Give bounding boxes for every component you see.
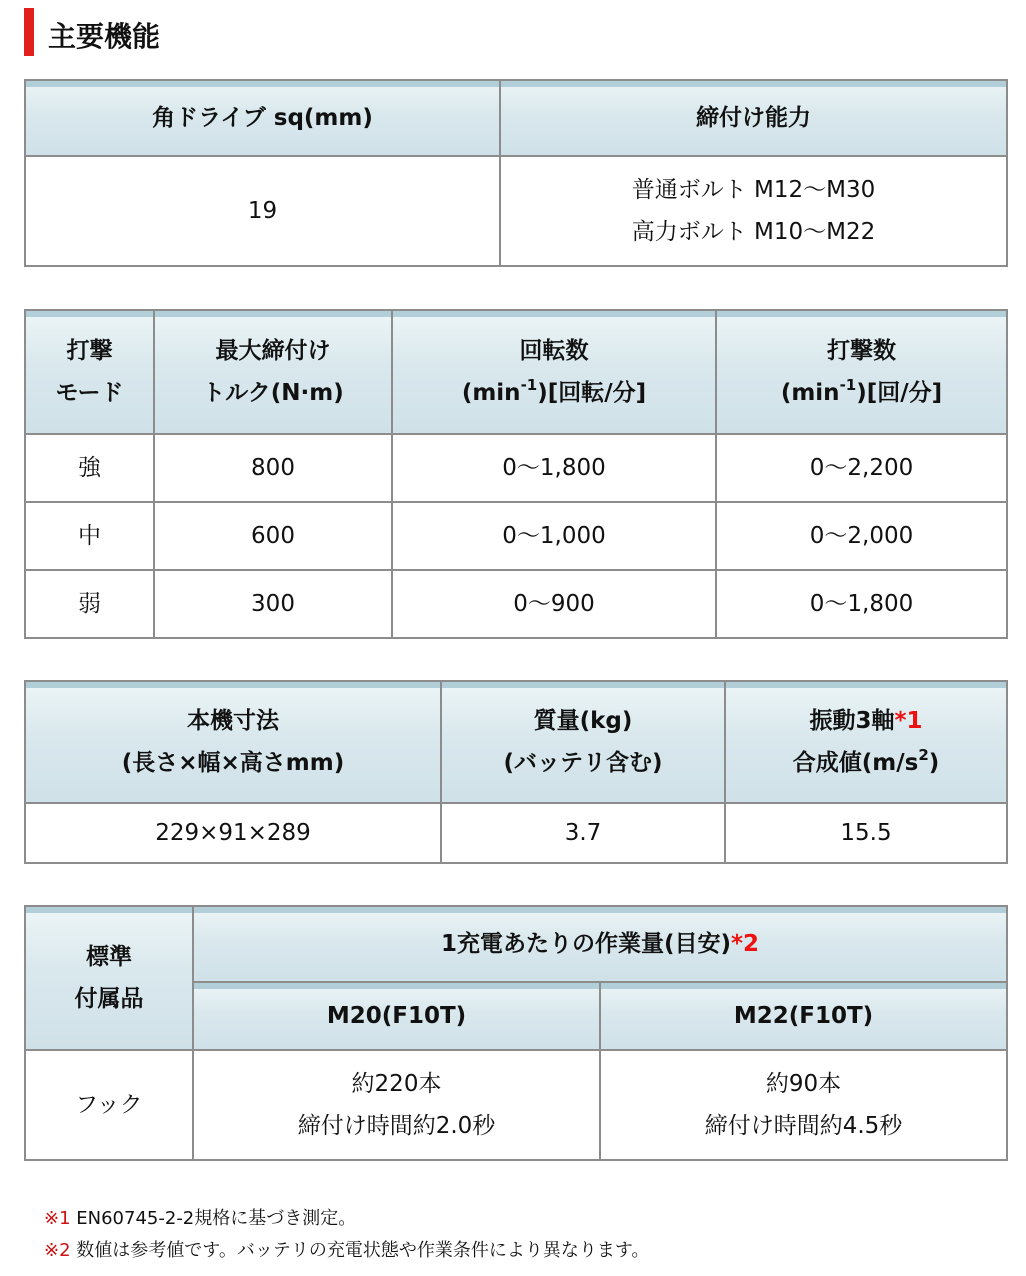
header-weight (441, 681, 725, 803)
rotation-cell: 0〜1,000 (392, 502, 716, 570)
footnote-text: 数値は参考値です。バッテリの充電状態や作業条件により異なります。 (70, 1240, 650, 1261)
impact-cell: 0〜2,000 (716, 502, 1007, 570)
footnote-2 (44, 1235, 649, 1267)
unit-superscript: -1 (520, 376, 538, 394)
footnotes (44, 1203, 649, 1267)
torque-cell: 600 (154, 502, 392, 570)
unit-superscript: 2 (918, 746, 929, 764)
footnote-1 (44, 1203, 649, 1235)
section-title: 主要機能 (48, 20, 161, 53)
header-line: 打撃 (66, 338, 113, 364)
table-row (25, 502, 1007, 570)
header-line: 標準 (86, 944, 132, 970)
bolt-count: 約220本 (351, 1071, 442, 1097)
header-text: 振動3軸 (809, 708, 895, 734)
unit-superscript: -1 (839, 376, 857, 394)
footnote-mark: *1 (894, 708, 923, 734)
header-work-per-charge (193, 906, 1007, 982)
torque-cell: 300 (154, 570, 392, 638)
header-bolt-m20: M20(F10T) (193, 982, 600, 1050)
footnote-text: EN60745-2-2規格に基づき測定。 (70, 1208, 357, 1229)
header-line: モード (55, 380, 124, 406)
header-line: 本機寸法 (187, 708, 279, 734)
unit-text: ) (928, 750, 940, 776)
dimensions-value: 229×91×289 (25, 803, 441, 863)
capacity-normal-bolt: 普通ボルト M12〜M30 (631, 177, 876, 203)
header-line: 打撃数 (827, 338, 896, 364)
unit-text: )[回転/分] (537, 380, 647, 406)
table-row (25, 803, 1007, 863)
header-fastening-capacity: 締付け能力 (500, 80, 1007, 156)
header-rotation-speed (392, 310, 716, 434)
work-m20-value (193, 1050, 600, 1160)
unit-text: )[回/分] (856, 380, 943, 406)
header-max-torque (154, 310, 392, 434)
impact-cell: 0〜2,200 (716, 434, 1007, 502)
header-line: トルク(N·m) (202, 380, 344, 406)
accessory-value: フック (25, 1050, 193, 1160)
header-line: 回転数 (519, 338, 589, 364)
unit-text: 合成値(m/s (792, 750, 919, 776)
header-line: 最大締付け (215, 338, 331, 364)
table-row (25, 1050, 1007, 1160)
drive-capacity-table (24, 79, 1008, 267)
header-impact-rate (716, 310, 1007, 434)
work-capacity-table (24, 905, 1008, 1161)
mode-cell: 中 (25, 502, 154, 570)
torque-cell: 800 (154, 434, 392, 502)
capacity-high-strength-bolt: 高力ボルト M10〜M22 (631, 219, 876, 245)
header-line (717, 372, 1006, 414)
drive-size-value: 19 (25, 156, 500, 266)
header-line: (長さ×幅×高さmm) (121, 750, 345, 776)
header-line: (バッテリ含む) (503, 750, 663, 776)
header-text: 1充電あたりの作業量(目安) (440, 931, 731, 957)
footnote-mark: ※2 (44, 1240, 71, 1261)
header-drive-size: 角ドライブ sq(mm) (25, 80, 500, 156)
fastening-time: 締付け時間約2.0秒 (297, 1113, 496, 1139)
unit-text: (min (461, 380, 521, 406)
vibration-value: 15.5 (725, 803, 1007, 863)
table-row (25, 570, 1007, 638)
header-line: 質量(kg) (533, 708, 633, 734)
header-bolt-m22: M22(F10T) (600, 982, 1007, 1050)
dimensions-table (24, 680, 1008, 864)
impact-mode-table (24, 309, 1008, 639)
header-line (393, 372, 715, 414)
unit-text: (min (780, 380, 840, 406)
header-line (726, 742, 1006, 784)
title-accent-bar (24, 8, 34, 56)
fastening-capacity-value (500, 156, 1007, 266)
work-m22-value (600, 1050, 1007, 1160)
fastening-time: 締付け時間約4.5秒 (704, 1113, 903, 1139)
rotation-cell: 0〜900 (392, 570, 716, 638)
header-vibration (725, 681, 1007, 803)
rotation-cell: 0〜1,800 (392, 434, 716, 502)
table-row (25, 434, 1007, 502)
footnote-mark: ※1 (44, 1208, 71, 1229)
header-dimensions (25, 681, 441, 803)
header-line: 付属品 (74, 986, 144, 1012)
footnote-mark: *2 (731, 931, 760, 957)
bolt-count: 約90本 (765, 1071, 842, 1097)
header-standard-accessory (25, 906, 193, 1050)
weight-value: 3.7 (441, 803, 725, 863)
mode-cell: 弱 (25, 570, 154, 638)
mode-cell: 強 (25, 434, 154, 502)
header-line (726, 700, 1006, 742)
impact-cell: 0〜1,800 (716, 570, 1007, 638)
header-impact-mode (25, 310, 154, 434)
